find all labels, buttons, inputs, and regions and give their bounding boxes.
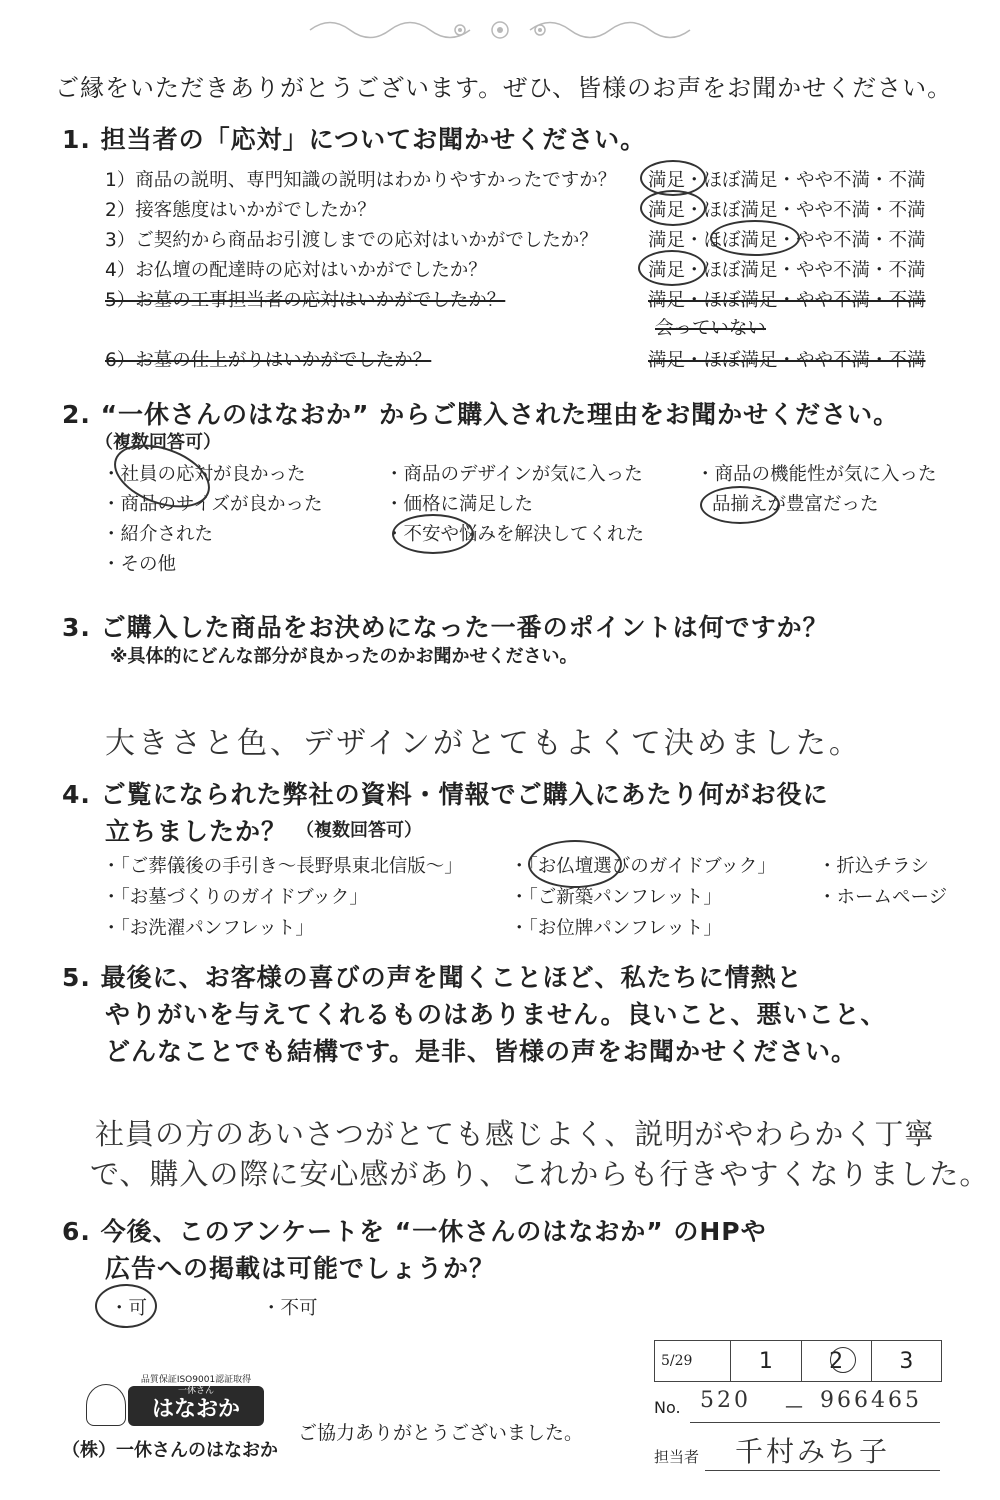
q2-option: ・商品の機能性が気に入った — [696, 464, 937, 485]
footer-cell-2 — [801, 1341, 871, 1381]
q4-sub: （複数回答可） — [296, 820, 422, 841]
logo-small-text: 一休さん — [177, 1386, 214, 1396]
q4-heading-line2: 立ちましたか？ — [105, 817, 288, 846]
answer-circle — [830, 1347, 856, 1373]
q6-line2: 広告への掲載は可能でしょうか？ — [105, 1254, 496, 1283]
q4-heading-line1: 4. ご覧になられた弊社の資料・情報でご購入にあたり何がお役に — [62, 780, 829, 809]
q1-row-1: 1）商品の説明、専門知識の説明はわかりやすかったですか？ — [105, 170, 617, 191]
q2-option: ・その他 — [102, 554, 177, 575]
footer-no-value1: 520 — [700, 1388, 751, 1413]
answer-circle — [392, 514, 474, 554]
footer-staff-label: 担当者 — [654, 1448, 700, 1466]
answer-circle — [528, 840, 622, 888]
q1-row-5: 5）お墓の工事担当者の応対はいかがでしたか？ — [105, 290, 506, 311]
q4-option: ・「ご新築パンフレット」 — [510, 887, 722, 908]
footer-staff-name: 千村みち子 — [735, 1435, 891, 1468]
q4-option: ・ホームページ — [818, 887, 948, 908]
company-name: （株）一休さんのはなおか — [62, 1440, 278, 1461]
q1-row-4: 4）お仏壇の配達時の応対はいかがでしたか？ — [105, 260, 487, 281]
thanks-text: ご協力ありがとうございました。 — [298, 1422, 584, 1444]
q4-option: ・「お洗濯パンフレット」 — [102, 918, 314, 939]
footer-no-underline — [690, 1422, 940, 1423]
q1-row-5-options: 満足・ほぼ満足・やや不満・不満 — [648, 290, 926, 311]
q2-heading: 2. “一休さんのはなおか” からご購入された理由をお聞かせください。 — [62, 400, 900, 429]
footer-no-value2: 966465 — [820, 1388, 922, 1413]
q2-option: ・社員の応対が良かった — [102, 464, 306, 485]
monk-icon — [86, 1384, 126, 1426]
q2-option: ・紹介された — [102, 524, 214, 545]
q1-note-not-met: 会っていない — [655, 318, 767, 339]
footer-cell-1: 1 — [730, 1341, 800, 1381]
company-logo — [86, 1372, 266, 1430]
q2-option: ・商品のサイズが良かった — [102, 494, 323, 515]
q1-row-3: 3）ご契約から商品お引渡しまでの応対はいかがでしたか？ — [105, 230, 598, 251]
q4-option: ・折込チラシ — [818, 856, 930, 877]
q1-row-3-options: 満足・ほぼ満足・やや不満・不満 — [648, 230, 926, 251]
footer-staff-underline — [705, 1470, 940, 1471]
answer-circle — [710, 220, 800, 256]
q3-heading: 3. ご購入した商品をお決めになった一番のポイントは何ですか？ — [62, 613, 829, 642]
q6-option-no: ・不可 — [262, 1298, 318, 1319]
footer-no-label: No. — [654, 1398, 681, 1417]
footer-no-dash: — — [785, 1396, 803, 1417]
q1-row-6-options: 満足・ほぼ満足・やや不満・不満 — [648, 350, 926, 371]
intro-text: ご縁をいただきありがとうございます。ぜひ、皆様のお声をお聞かせください。 — [55, 74, 953, 102]
q1-row-2: 2）接客態度はいかがでしたか？ — [105, 200, 376, 221]
q1-row-4-options: 満足・ほぼ満足・やや不満・不満 — [648, 260, 926, 281]
q4-option: ・「お仏壇選びのガイドブック」 — [510, 856, 776, 877]
footer-date: 5/29 — [661, 1353, 693, 1369]
q3-handwritten-answer: 大きさと色、デザインがとてもよくて決めました。 — [105, 726, 862, 761]
q4-option: ・「お位牌パンフレット」 — [510, 918, 722, 939]
q2-option: ・不安や悩みを解決してくれた — [385, 524, 645, 545]
q2-option: 品揃えが豊富だった — [712, 494, 879, 515]
footer-cell-3: 3 — [871, 1341, 941, 1381]
footer-date-box — [654, 1340, 942, 1382]
answer-circle — [638, 250, 706, 286]
q2-sub: （複数回答可） — [95, 432, 221, 453]
q1-heading: 1. 担当者の「応対」についてお聞かせください。 — [62, 125, 647, 154]
q6-option-yes: ・可 — [110, 1298, 148, 1319]
decorative-ornament — [300, 10, 700, 50]
q3-sub: ※具体的にどんな部分が良かったのかお聞かせください。 — [110, 646, 578, 667]
logo-iso-text: 品質保証ISO9001認証取得 — [140, 1375, 252, 1385]
logo-main-text: はなおか — [151, 1397, 240, 1422]
q6-line1: 6. 今後、このアンケートを “一休さんのはなおか” のHPや — [62, 1217, 767, 1246]
answer-circle — [700, 486, 780, 524]
q2-option: ・価格に満足した — [385, 494, 534, 515]
q1-row-2-options: 満足・ほぼ満足・やや不満・不満 — [648, 200, 926, 221]
q4-option: ・「お墓づくりのガイドブック」 — [102, 887, 368, 908]
q5-line2: やりがいを与えてくれるものはありません。良いこと、悪いこと、 — [105, 1000, 887, 1029]
answer-circle — [95, 1284, 157, 1328]
q5-line3: どんなことでも結構です。是非、皆様の声をお聞かせください。 — [105, 1037, 858, 1066]
q5-handwritten-line1: 社員の方のあいさつがとても感じよく、説明がやわらかく丁寧 — [95, 1117, 935, 1151]
q1-row-1-options: 満足・ほぼ満足・やや不満・不満 — [648, 170, 926, 191]
q2-option: ・商品のデザインが気に入った — [385, 464, 643, 485]
answer-circle — [640, 190, 706, 226]
footer-cell-2-label: 2 — [829, 1348, 844, 1374]
logo-badge — [128, 1386, 264, 1426]
q5-line1: 5. 最後に、お客様の喜びの声を聞くことほど、私たちに情熱と — [62, 963, 803, 992]
q4-option: ・「ご葬儀後の手引き〜長野県東北信版〜」 — [102, 856, 463, 877]
q5-handwritten-line2: で、購入の際に安心感があり、これからも行きやすくなりました。 — [90, 1157, 990, 1191]
q1-row-6: 6）お墓の仕上がりはいかがでしたか？ — [105, 350, 432, 371]
